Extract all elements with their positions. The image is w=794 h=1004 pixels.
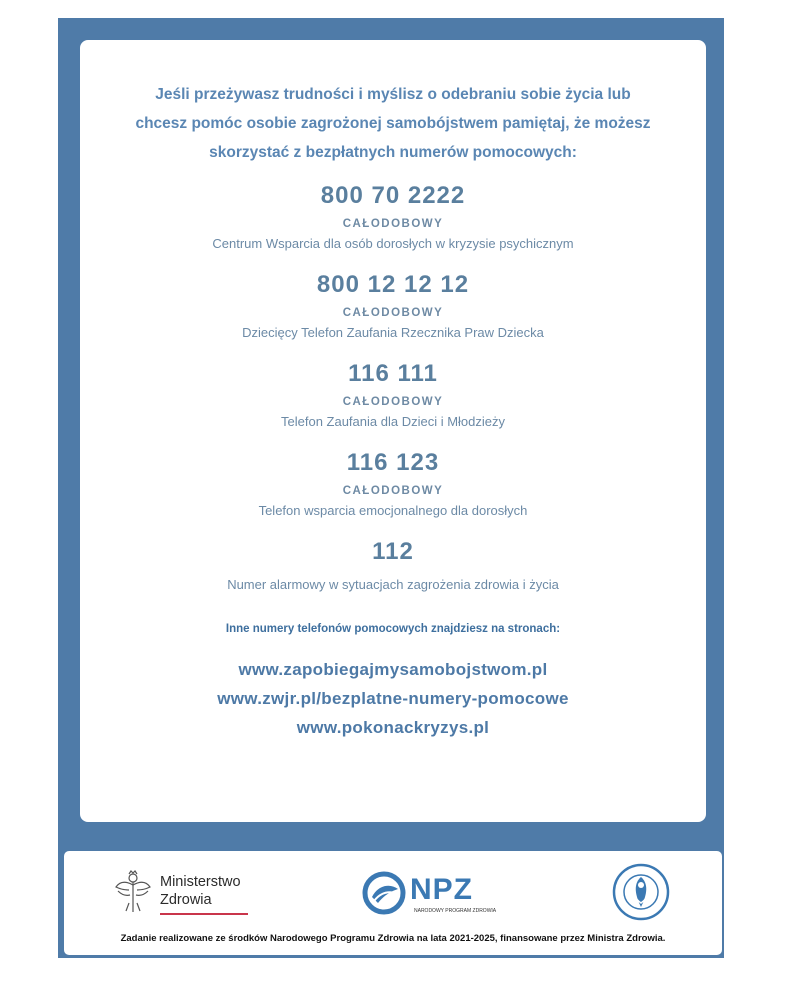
helpline-description: Centrum Wsparcia dla osób dorosłych w kryzysie psychicznym — [212, 236, 574, 251]
funding-note: Zadanie realizowane ze środków Narodowego Programu Zdrowia na lata 2021-2025, finansowane przez Ministra Zdrowia. — [120, 933, 666, 944]
helpline-hours: CAŁODOBOWY — [342, 485, 444, 497]
intro-line-1: Jeśli przeżywasz trudności i myślisz o odebraniu sobie życia lub — [155, 86, 631, 103]
npz-swirl-icon — [362, 871, 406, 915]
ipin-emblem-icon — [612, 863, 670, 921]
helpline-description: Numer alarmowy w sytuacjach zagrożenia zdrowia i życia — [227, 577, 559, 592]
helpline-hours: CAŁODOBOWY — [342, 218, 444, 230]
npz-subtitle: NARODOWY PROGRAM ZDROWIA — [414, 908, 497, 914]
helpline-entry — [80, 448, 706, 519]
helpline-hours: CAŁODOBOWY — [342, 396, 444, 408]
poster-content — [80, 40, 706, 822]
ministry-logo — [114, 869, 254, 917]
helpline-number[interactable]: 112 — [372, 538, 414, 565]
ministry-name — [160, 873, 241, 909]
helpline-hours: CAŁODOBOWY — [342, 307, 444, 319]
more-numbers-text: Inne numery telefonów pomocowych znajdziesz na stronach: — [225, 623, 561, 635]
intro-line-3: skorzystać z bezpłatnych numerów pomocowych: — [209, 144, 577, 161]
ministry-name-line-2: Zdrowia — [160, 892, 212, 908]
link-zapobiegajmysamobojstwom[interactable]: www.zapobiegajmysamobojstwom.pl — [238, 660, 548, 679]
helpline-number[interactable]: 800 70 2222 — [320, 182, 466, 209]
link-pokonackryzys[interactable]: www.pokonackryzys.pl — [296, 718, 490, 737]
intro-line-2: chcesz pomóc osobie zagrożonej samobójstwem pamiętaj, że możesz — [135, 115, 651, 132]
helpline-entry — [80, 359, 706, 430]
helpline-description: Dziecięcy Telefon Zaufania Rzecznika Praw Dziecka — [242, 325, 544, 340]
npz-logo — [362, 869, 502, 919]
ministry-accent-bar — [160, 913, 248, 915]
helpline-number[interactable]: 116 111 — [348, 360, 438, 387]
link-list — [80, 655, 706, 742]
ministry-name-line-1: Ministerstwo — [160, 874, 241, 890]
helpline-entry — [80, 537, 706, 593]
sponsor-footer — [64, 851, 722, 955]
intro-text — [133, 80, 653, 167]
helpline-entry — [80, 181, 706, 252]
eagle-emblem-icon — [114, 869, 152, 915]
helpline-description: Telefon wsparcia emocjonalnego dla dorosłych — [258, 503, 528, 518]
helpline-entry — [80, 270, 706, 341]
helpline-number[interactable]: 800 12 12 12 — [316, 271, 470, 298]
link-zwjr[interactable]: www.zwjr.pl/bezplatne-numery-pomocowe — [217, 689, 569, 708]
helpline-number[interactable]: 116 123 — [346, 449, 440, 476]
ipin-logo — [612, 863, 670, 921]
helpline-list — [80, 181, 706, 593]
helpline-description: Telefon Zaufania dla Dzieci i Młodzieży — [281, 414, 505, 429]
npz-acronym: NPZ — [410, 873, 473, 906]
